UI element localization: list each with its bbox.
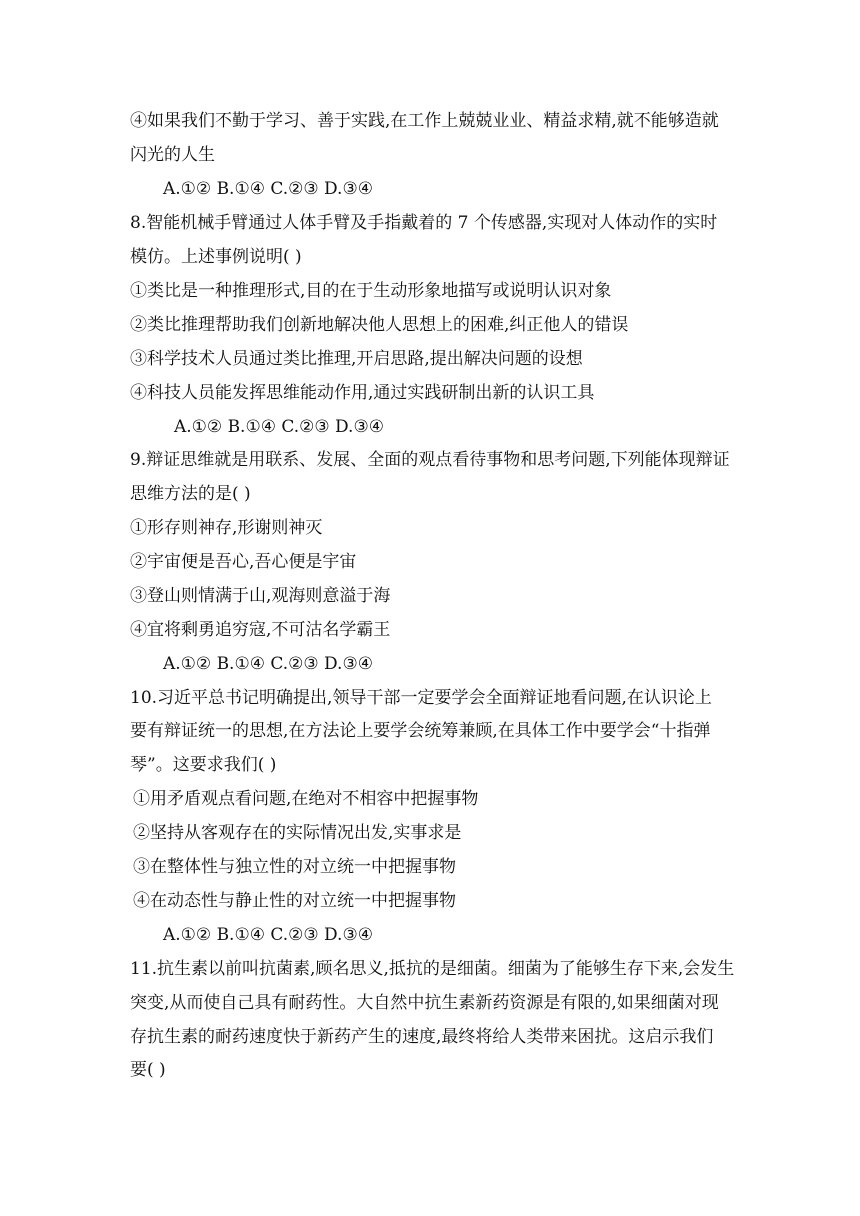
q9-statement-2: ②宇宙便是吾心,吾心便是宇宙 [130,552,357,572]
q11-stem-line3: 存抗生素的耐药速度快于新药产生的速度,最终将给人类带来困扰。这启示我们 [130,1027,714,1047]
q9-statement-1: ①形存则神存,形谢则神灭 [130,518,323,538]
q10-options: A.①② B.①④ C.②③ D.③④ [163,925,373,945]
q8-stem-line1: 8.智能机械手臂通过人体手臂及手指戴着的 7 个传感器,实现对人体动作的实时 [130,213,718,233]
q9-statement-4: ④宜将剩勇追穷寇,不可沽名学霸王 [130,620,391,640]
q11-stem-line2: 突变,从而使自己具有耐药性。大自然中抗生素新药资源是有限的,如果细菌对现 [130,993,719,1013]
q8-options: A.①② B.①④ C.②③ D.③④ [174,417,384,437]
q9-stem-line2: 思维方法的是( ) [130,484,251,504]
q10-stem-line1: 10.习近平总书记明确提出,领导干部一定要学会全面辩证地看问题,在认识论上 [130,688,712,708]
q8-statement-3: ③科学技术人员通过类比推理,开启思路,提出解决问题的设想 [130,349,583,369]
q10-stem-line2: 要有辩证统一的思想,在方法论上要学会统筹兼顾,在具体工作中要学会“十指弹 [130,721,711,741]
q8-statement-2: ②类比推理帮助我们创新地解决他人思想上的困难,纠正他人的错误 [130,315,629,335]
q8-statement-4: ④科技人员能发挥思维能动作用,通过实践研制出新的认识工具 [130,383,595,403]
q10-statement-3: ③在整体性与独立性的对立统一中把握事物 [133,857,456,877]
q9-stem-line1: 9.辩证思维就是用联系、发展、全面的观点看待事物和思考问题,下列能体现辩证 [130,450,730,470]
q8-stem-line2: 模仿。上述事例说明( ) [130,247,302,267]
q7-statement-4-line2: 闪光的人生 [130,145,215,165]
q10-statement-4: ④在动态性与静止性的对立统一中把握事物 [133,891,456,911]
q11-stem-line1: 11.抗生素以前叫抗菌素,顾名思义,抵抗的是细菌。细菌为了能够生存下来,会发生 [130,959,735,979]
q10-statement-2: ②坚持从客观存在的实际情况出发,实事求是 [133,823,462,843]
q7-statement-4-line1: ④如果我们不勤于学习、善于实践,在工作上兢兢业业、精益求精,就不能够造就 [130,111,719,131]
q7-options: A.①② B.①④ C.②③ D.③④ [163,179,373,199]
q8-statement-1: ①类比是一种推理形式,目的在于生动形象地描写或说明认识对象 [130,281,612,301]
q11-stem-line4: 要( ) [130,1060,166,1080]
q10-statement-1: ①用矛盾观点看问题,在绝对不相容中把握事物 [133,789,479,809]
q9-statement-3: ③登山则情满于山,观海则意溢于海 [130,586,391,606]
q9-options: A.①② B.①④ C.②③ D.③④ [163,654,373,674]
q10-stem-line3: 琴”。这要求我们( ) [130,755,277,775]
